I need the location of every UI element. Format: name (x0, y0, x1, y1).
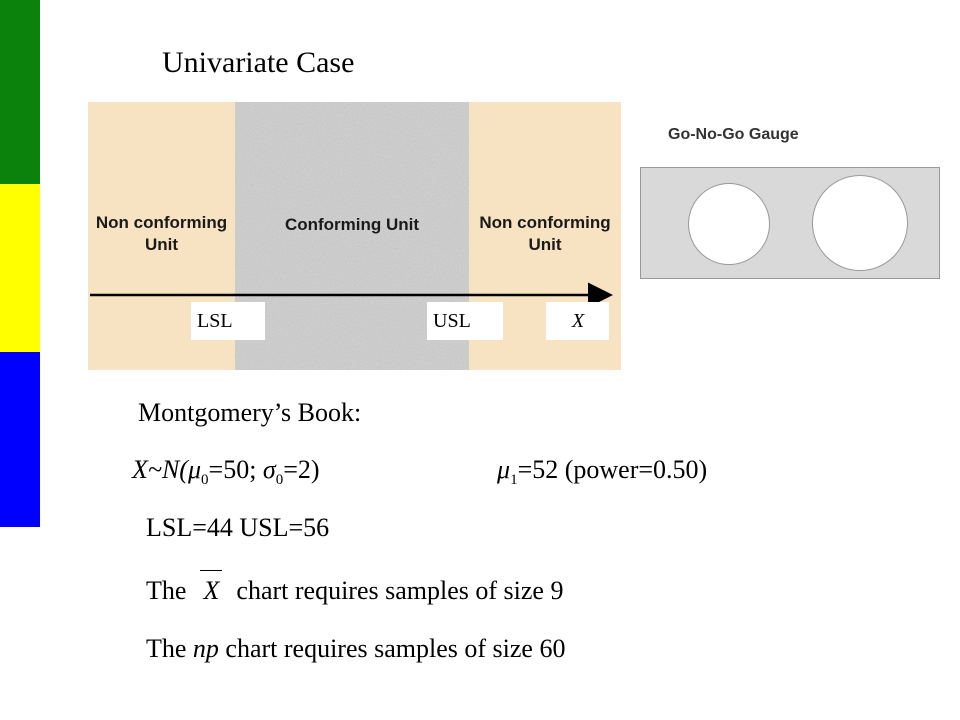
distribution-line (132, 455, 320, 489)
left-zone-line-1: Non conforming (95, 213, 228, 232)
sigma0-value: =2) (283, 455, 320, 484)
left-zone-line-2: Unit (144, 235, 179, 254)
specification-diagram (88, 102, 621, 370)
right-zone-line-1: Non conforming (479, 213, 611, 232)
np-line-prefix: The (146, 634, 193, 663)
xbar-symbol (186, 576, 236, 606)
xbar-overline (200, 570, 222, 571)
xbar-line-prefix: The (146, 576, 187, 605)
usl-label: USL (427, 302, 503, 340)
left-zone-label (88, 212, 235, 256)
np-symbol: np (192, 634, 219, 663)
xbar-line-suffix: chart requires samples of size 9 (236, 576, 564, 605)
sidebar-green-band (0, 0, 40, 184)
book-reference: Montgomery’s Book: (138, 398, 362, 427)
x-axis-label: X (546, 302, 609, 340)
lsl-label: LSL (191, 302, 265, 340)
right-zone-label (469, 212, 621, 256)
alternative-mean (497, 455, 707, 489)
mu0-subscript: 0 (201, 472, 209, 488)
gauge-title: Go-No-Go Gauge (668, 126, 799, 143)
dist-x: X (132, 455, 148, 484)
mu-symbol: μ (187, 455, 202, 484)
sigma0-subscript: 0 (275, 472, 284, 488)
mu1-value: =52 (power=0.50) (517, 455, 708, 484)
mu1-subscript: 1 (510, 472, 518, 488)
sigma-symbol: σ (262, 455, 276, 484)
np-line-suffix: chart requires samples of size 60 (218, 634, 566, 663)
np-sample-size (146, 634, 565, 664)
slide-title: Univariate Case (162, 46, 355, 79)
xbar-letter: X (203, 576, 220, 605)
sidebar-blue-band (0, 352, 40, 527)
middle-zone-label: Conforming Unit (284, 215, 420, 234)
mu1-symbol: μ (497, 455, 511, 484)
go-no-go-gauge (640, 167, 940, 279)
spec-limits: LSL=44 USL=56 (146, 513, 330, 542)
sidebar-yellow-band (0, 184, 40, 352)
gauge-large-hole (812, 175, 908, 271)
dist-normal: ~N( (147, 455, 188, 484)
right-zone-line-2: Unit (528, 235, 562, 254)
gauge-small-hole (688, 183, 770, 265)
xbar-sample-size (146, 576, 563, 606)
mu0-value: =50; (208, 455, 263, 484)
